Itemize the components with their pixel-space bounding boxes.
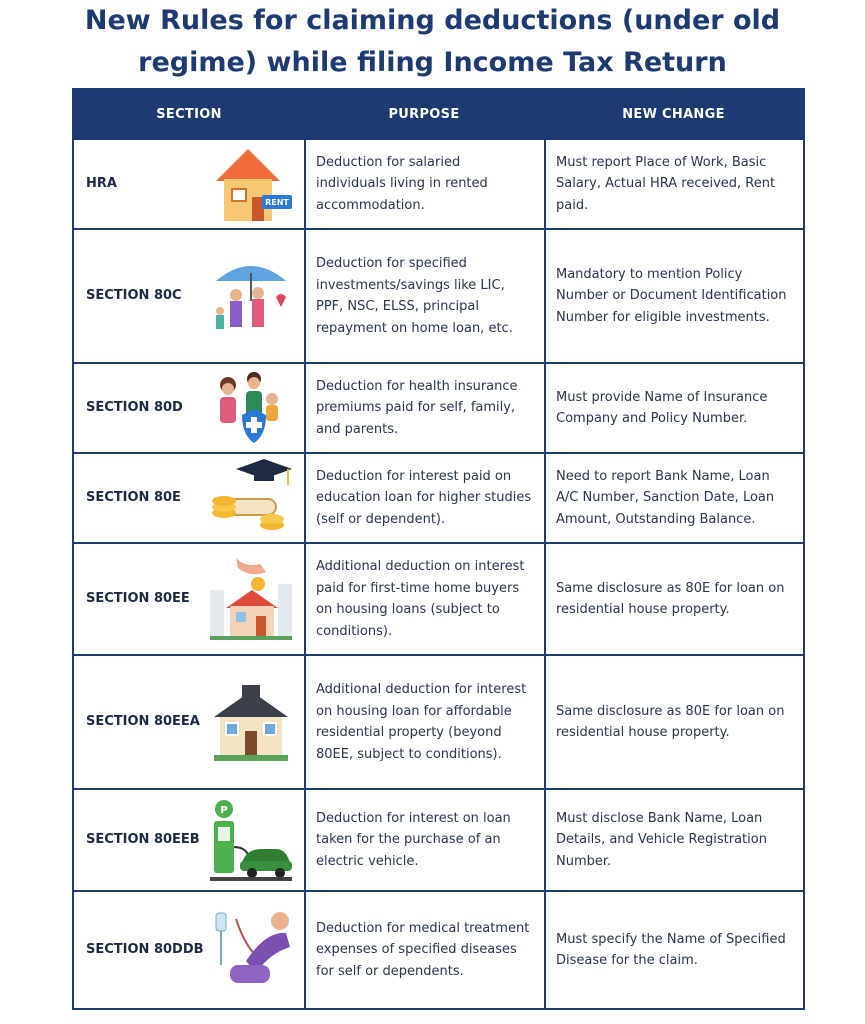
purpose-cell: Deduction for specified investments/savings like LIC, PPF, NSC, ELSS, principal repayment on home loan, etc. <box>304 230 544 362</box>
new-change-cell: Same disclosure as 80E for loan on residential house property. <box>544 656 803 788</box>
purpose-cell: Deduction for medical treatment expenses of specified diseases for self or dependents. <box>304 892 544 1008</box>
medical-treatment-icon <box>206 905 296 995</box>
table-row <box>74 788 803 890</box>
section-cell <box>74 230 304 362</box>
purpose-cell: Additional deduction for interest on housing loan for affordable residential property (beyond 80EE, subject to conditions). <box>304 656 544 788</box>
table-row <box>74 452 803 542</box>
family-health-shield-icon <box>206 363 296 453</box>
new-change-cell: Must provide Name of Insurance Company and Policy Number. <box>544 364 803 452</box>
table-header <box>74 90 803 138</box>
section-name: HRA <box>86 176 117 192</box>
new-change-cell: Must specify the Name of Specified Disease for the claim. <box>544 892 803 1008</box>
table-row <box>74 890 803 1008</box>
purpose-cell: Additional deduction on interest paid for first-time home buyers on housing loans (subject to conditions). <box>304 544 544 654</box>
deductions-table <box>72 88 805 1010</box>
house-rent-icon <box>206 139 296 229</box>
family-umbrella-icon <box>206 251 296 341</box>
purpose-cell: Deduction for salaried individuals living in rented accommodation. <box>304 140 544 228</box>
new-change-cell: Must disclose Bank Name, Loan Details, and Vehicle Registration Number. <box>544 790 803 890</box>
table-row <box>74 362 803 452</box>
home-coin-hand-icon <box>206 554 296 644</box>
purpose-cell: Deduction for health insurance premiums paid for self, family, and parents. <box>304 364 544 452</box>
section-name: SECTION 80EEB <box>86 832 200 848</box>
new-change-cell: Must report Place of Work, Basic Salary, Actual HRA received, Rent paid. <box>544 140 803 228</box>
svg-text:RENT: RENT <box>265 198 289 207</box>
section-name: SECTION 80C <box>86 288 182 304</box>
section-name: SECTION 80E <box>86 490 181 506</box>
section-cell <box>74 364 304 452</box>
header-section: SECTION <box>156 106 222 122</box>
header-new-change: NEW CHANGE <box>622 106 725 122</box>
section-name: SECTION 80EE <box>86 591 190 607</box>
section-name: SECTION 80EEA <box>86 714 200 730</box>
table-row <box>74 228 803 362</box>
table-row <box>74 138 803 228</box>
page-title <box>0 0 865 84</box>
section-name: SECTION 80DDB <box>86 942 204 958</box>
title-line-1: New Rules for claiming deductions (under old <box>84 5 781 36</box>
table-row <box>74 542 803 654</box>
title-line-2: regime) while filing Income Tax Return <box>138 47 727 78</box>
section-cell <box>74 544 304 654</box>
new-change-cell: Need to report Bank Name, Loan A/C Number, Sanction Date, Loan Amount, Outstanding Balance. <box>544 454 803 542</box>
section-cell <box>74 454 304 542</box>
section-cell <box>74 656 304 788</box>
section-cell <box>74 140 304 228</box>
purpose-cell: Deduction for interest on loan taken for the purchase of an electric vehicle. <box>304 790 544 890</box>
new-change-cell: Mandatory to mention Policy Number or Document Identification Number for eligible investments. <box>544 230 803 362</box>
header-purpose: PURPOSE <box>388 106 460 122</box>
section-name: SECTION 80D <box>86 400 183 416</box>
purpose-cell: Deduction for interest paid on education loan for higher studies (self or dependent). <box>304 454 544 542</box>
graduation-coins-icon <box>206 453 296 543</box>
electric-vehicle-charger-icon <box>206 795 296 885</box>
new-change-cell: Same disclosure as 80E for loan on residential house property. <box>544 544 803 654</box>
section-cell <box>74 892 304 1008</box>
section-cell <box>74 790 304 890</box>
table-row <box>74 654 803 788</box>
residential-house-icon <box>206 677 296 767</box>
svg-text:P: P <box>220 805 228 816</box>
